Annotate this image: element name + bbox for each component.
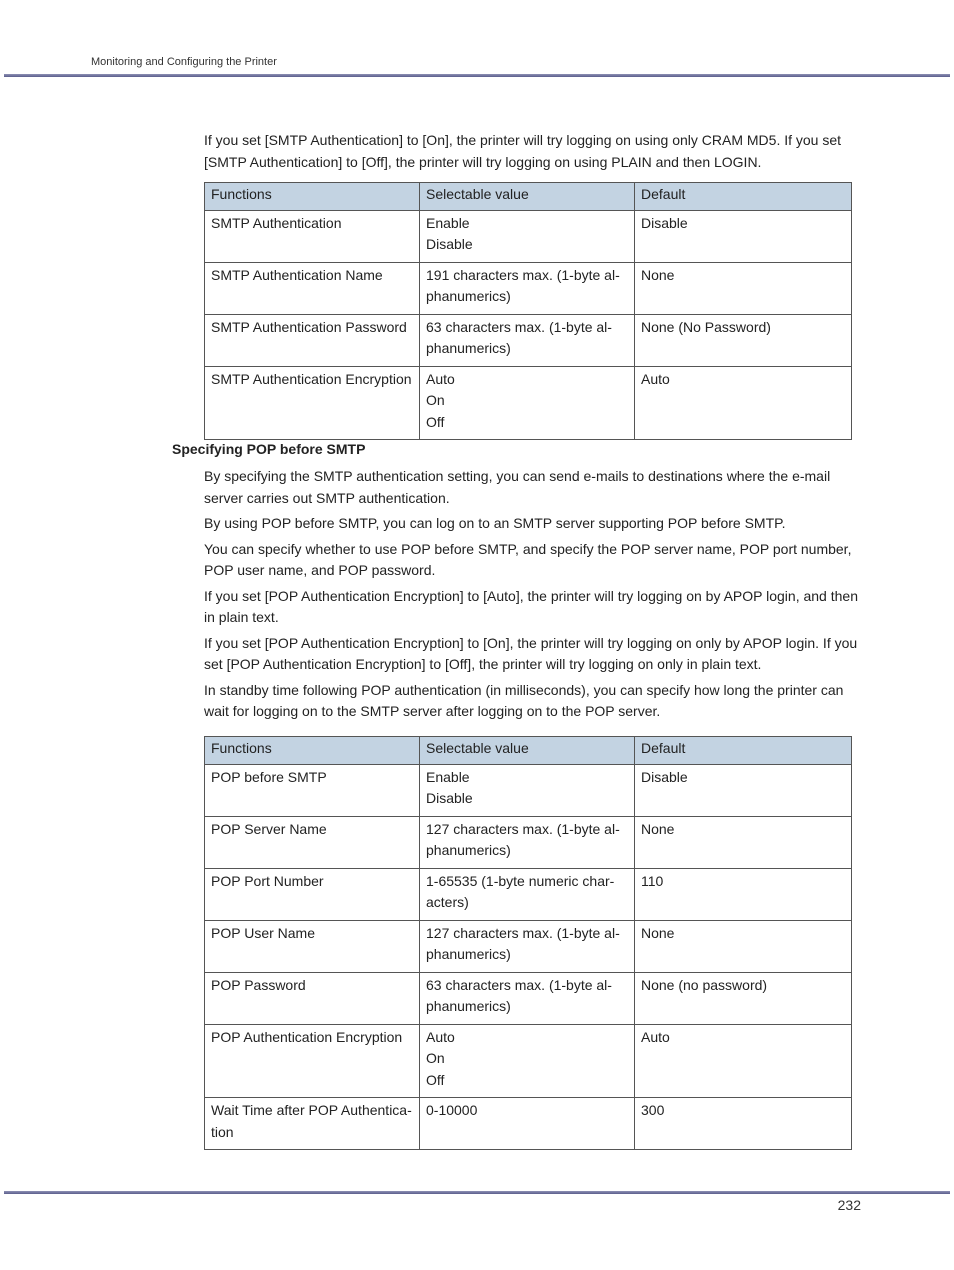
value-cell bbox=[420, 1024, 635, 1098]
value-line: 127 characters max. (1-byte al-phanumerics) bbox=[426, 924, 620, 962]
value-cell bbox=[420, 1098, 635, 1150]
running-header: Monitoring and Configuring the Printer bbox=[91, 56, 277, 68]
column-header: Default bbox=[635, 183, 852, 211]
footer-rule bbox=[4, 1191, 950, 1194]
default-cell: Auto bbox=[635, 366, 852, 440]
function-cell: POP User Name bbox=[205, 920, 420, 972]
function-cell: SMTP Authentication Name bbox=[205, 262, 420, 314]
table-row bbox=[205, 972, 852, 1024]
table-row bbox=[205, 210, 852, 262]
value-line: 63 characters max. (1-byte al-phanumerics) bbox=[426, 318, 612, 356]
value-line: Disable bbox=[426, 236, 473, 252]
table-row bbox=[205, 1024, 852, 1098]
function-cell: POP Authentication Encryption bbox=[205, 1024, 420, 1098]
function-cell: Wait Time after POP Authentica-tion bbox=[205, 1098, 420, 1150]
value-cell bbox=[420, 366, 635, 440]
default-cell: 300 bbox=[635, 1098, 852, 1150]
default-cell: Auto bbox=[635, 1024, 852, 1098]
header-rule bbox=[4, 74, 950, 77]
value-line: 0-10000 bbox=[426, 1102, 478, 1118]
default-cell: Disable bbox=[635, 210, 852, 262]
value-line: 127 characters max. (1-byte al-phanumerics) bbox=[426, 820, 620, 858]
table-row bbox=[205, 764, 852, 816]
value-cell bbox=[420, 210, 635, 262]
value-line: Enable bbox=[426, 214, 470, 231]
function-cell: POP Server Name bbox=[205, 816, 420, 868]
table-row bbox=[205, 314, 852, 366]
function-cell: SMTP Authentication bbox=[205, 210, 420, 262]
table-row bbox=[205, 1098, 852, 1150]
default-cell: None (No Password) bbox=[635, 314, 852, 366]
column-header: Functions bbox=[205, 737, 420, 765]
page-number: 232 bbox=[837, 1197, 861, 1213]
smtp-auth-table bbox=[204, 182, 852, 440]
value-cell bbox=[420, 972, 635, 1024]
value-line: 63 characters max. (1-byte al-phanumerics) bbox=[426, 976, 612, 1014]
column-header: Default bbox=[635, 737, 852, 765]
value-cell bbox=[420, 920, 635, 972]
function-cell: POP Port Number bbox=[205, 868, 420, 920]
body-paragraph: You can specify whether to use POP before SMTP, and specify the POP server name, POP port number, POP user name, and POP password. bbox=[204, 540, 852, 578]
default-cell: None bbox=[635, 816, 852, 868]
value-line: On bbox=[426, 392, 445, 408]
function-cell: POP Password bbox=[205, 972, 420, 1024]
value-cell bbox=[420, 262, 635, 314]
body-paragraph: If you set [POP Authentication Encryption] to [Auto], the printer will try logging on by APOP login, and then in plain text. bbox=[204, 587, 858, 625]
function-cell: SMTP Authentication Encryption bbox=[205, 366, 420, 440]
table-row bbox=[205, 868, 852, 920]
table-header-row bbox=[205, 737, 852, 765]
body-paragraph: If you set [POP Authentication Encryption] to [On], the printer will try logging on only by APOP login. If you set [POP Authentication Encryption] to [Off], the printer will try logging on only in plain text. bbox=[204, 634, 858, 672]
smtp-table-wrapper bbox=[204, 182, 862, 440]
value-line: Auto bbox=[426, 1028, 455, 1045]
value-line: 191 characters max. (1-byte al-phanumerics) bbox=[426, 266, 620, 304]
function-cell: SMTP Authentication Password bbox=[205, 314, 420, 366]
table-header-row bbox=[205, 183, 852, 211]
body-paragraph: In standby time following POP authentication (in milliseconds), you can specify how long the printer can wait for logging on to the SMTP server after logging on to the POP server. bbox=[204, 681, 844, 719]
default-cell: Disable bbox=[635, 764, 852, 816]
column-header: Functions bbox=[205, 183, 420, 211]
intro-paragraph: If you set [SMTP Authentication] to [On], the printer will try logging on using only CRAM MD5. If you set [SMTP Authentication] to [Off], the printer will try logging on using PLAIN and then LOGIN. bbox=[204, 132, 842, 170]
intro-block bbox=[204, 130, 862, 177]
function-cell: POP before SMTP bbox=[205, 764, 420, 816]
table-row bbox=[205, 920, 852, 972]
value-line: On bbox=[426, 1050, 445, 1066]
default-cell: 110 bbox=[635, 868, 852, 920]
value-line: Enable bbox=[426, 768, 470, 785]
value-line: Auto bbox=[426, 370, 455, 387]
table-row bbox=[205, 262, 852, 314]
column-header: Selectable value bbox=[420, 737, 635, 765]
value-line: Off bbox=[426, 1071, 445, 1088]
value-line: Off bbox=[426, 413, 445, 430]
table-row bbox=[205, 366, 852, 440]
section-heading: Specifying POP before SMTP bbox=[172, 441, 366, 457]
value-cell bbox=[420, 314, 635, 366]
default-cell: None bbox=[635, 262, 852, 314]
pop-before-smtp-table bbox=[204, 736, 852, 1150]
pop-table-wrapper bbox=[204, 736, 862, 1150]
value-cell bbox=[420, 764, 635, 816]
value-line: Disable bbox=[426, 790, 473, 806]
value-line: 1-65535 (1-byte numeric char-acters) bbox=[426, 872, 615, 910]
table-row bbox=[205, 816, 852, 868]
column-header: Selectable value bbox=[420, 183, 635, 211]
body-paragraph: By using POP before SMTP, you can log on to an SMTP server supporting POP before SMTP. bbox=[204, 515, 786, 531]
default-cell: None (no password) bbox=[635, 972, 852, 1024]
value-cell bbox=[420, 868, 635, 920]
body-paragraph: By specifying the SMTP authentication setting, you can send e-mails to destinations where the e-mail server carries out SMTP authentication. bbox=[204, 468, 831, 506]
default-cell: None bbox=[635, 920, 852, 972]
pop-paragraphs bbox=[204, 466, 862, 727]
value-cell bbox=[420, 816, 635, 868]
